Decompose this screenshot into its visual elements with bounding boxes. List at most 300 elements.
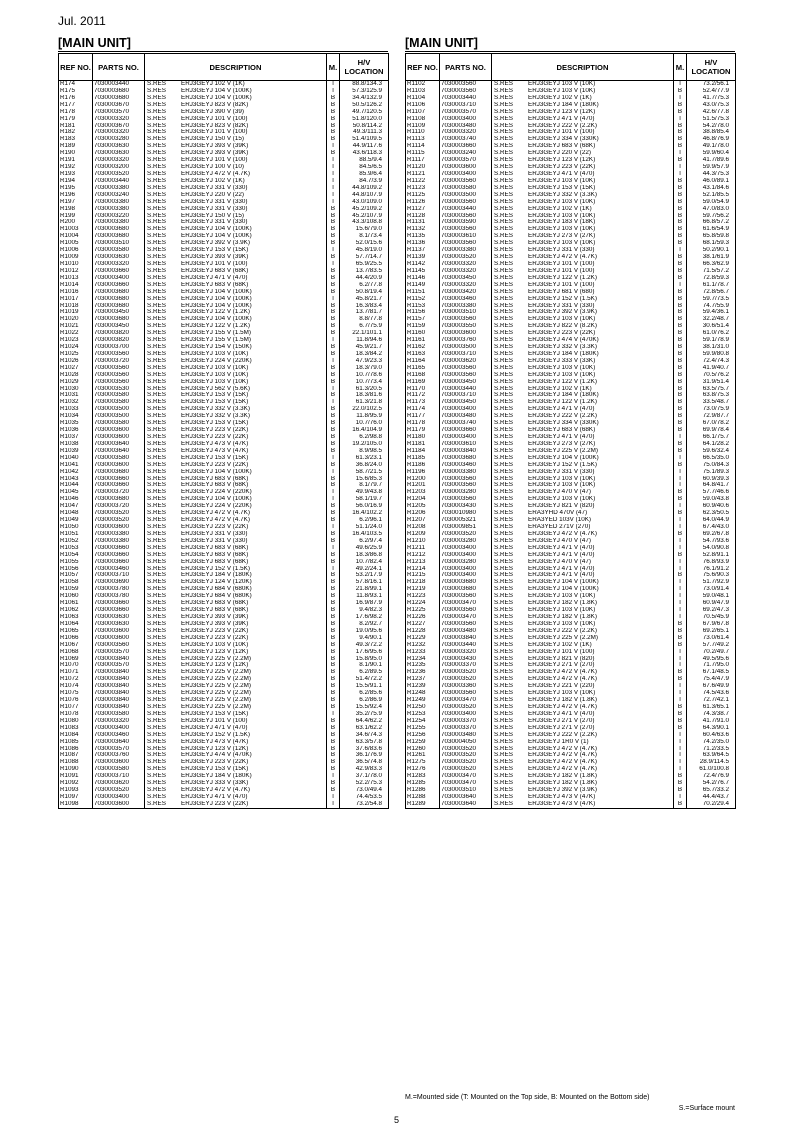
- parts-no-cell: 7030003630: [93, 254, 145, 261]
- table-row: [406, 489, 736, 496]
- mounted-side-cell: T: [327, 185, 340, 192]
- mounted-side-cell: B: [327, 759, 340, 766]
- location-cell: 51.4/72.2: [340, 676, 389, 683]
- description-cell: [145, 358, 327, 365]
- location-cell: 41.7/75.3: [687, 95, 736, 102]
- parts-no-cell: 7030003680: [93, 296, 145, 303]
- mounted-side-cell: B: [674, 676, 687, 683]
- description-cell: [492, 392, 674, 399]
- table-row: [59, 185, 389, 192]
- table-row: [59, 282, 389, 289]
- table-row: [59, 517, 389, 524]
- part-spec: ERJ3GEYJ 474 V (470K): [528, 337, 599, 344]
- ref-no-cell: R1173: [406, 399, 440, 406]
- table-row: [59, 801, 389, 808]
- mounted-side-cell: T: [674, 586, 687, 593]
- ref-no-cell: R1005: [59, 240, 93, 247]
- ref-no-cell: R1248: [406, 690, 440, 697]
- table-row: [406, 524, 736, 531]
- location-cell: 85.9/6.4: [340, 171, 389, 178]
- ref-no-cell: R1204: [406, 496, 440, 503]
- mounted-side-cell: B: [674, 448, 687, 455]
- description-cell: [492, 240, 674, 247]
- part-spec: ERJ3GEYJ 123 V (12K): [181, 745, 249, 752]
- mounted-side-cell: B: [674, 303, 687, 310]
- ref-no-cell: R1055: [59, 559, 93, 566]
- table-row: [59, 752, 389, 759]
- mounted-side-cell: T: [674, 656, 687, 663]
- parts-no-cell: 7030003560: [93, 642, 145, 649]
- mounted-side-cell: B: [327, 718, 340, 725]
- table-row: [406, 268, 736, 275]
- parts-no-cell: 7030003400: [93, 275, 145, 282]
- table-row: [406, 427, 736, 434]
- parts-no-cell: 7030003320: [440, 282, 492, 289]
- parts-no-cell: 7030003680: [93, 95, 145, 102]
- description-cell: [145, 448, 327, 455]
- part-type: S.RES: [147, 703, 166, 710]
- description-cell: [492, 81, 674, 88]
- ref-no-cell: R200: [59, 219, 93, 226]
- mounted-side-cell: T: [674, 607, 687, 614]
- mounted-side-cell: B: [674, 199, 687, 206]
- part-spec: ERJ3GEYJ 223 V (22K): [181, 524, 249, 530]
- part-spec: ERJ3GEYJ 152 V (1.5K): [528, 461, 597, 468]
- description-cell: [145, 233, 327, 240]
- description-cell: [492, 372, 674, 379]
- part-spec: ERJ3GEYJ 224 V (220K): [181, 357, 252, 364]
- mounted-side-cell: B: [327, 323, 340, 330]
- ref-no-cell: R1285: [406, 780, 440, 787]
- table-row: [59, 247, 389, 254]
- location-cell: 42.6/77.8: [687, 109, 736, 116]
- ref-no-cell: R1057: [59, 572, 93, 579]
- part-type: S.RES: [494, 364, 513, 371]
- location-cell: 75.1/89.3: [687, 469, 736, 476]
- location-cell: 73.0/61.4: [687, 635, 736, 642]
- part-spec: ERJ3GEYJ 152 V (1.5K): [181, 731, 250, 738]
- table-row: [406, 157, 736, 164]
- ref-no-cell: R1159: [406, 323, 440, 330]
- parts-no-cell: 7030003580: [440, 185, 492, 192]
- part-spec: ERJ3GEYJ 122 V (1.2K): [181, 309, 250, 316]
- part-spec: ERJ3GEYJ 124 V (120K): [181, 579, 252, 586]
- description-cell: [145, 766, 327, 773]
- mounted-side-cell: T: [327, 496, 340, 503]
- location-cell: 88.5/9.4: [340, 157, 389, 164]
- parts-no-cell: 7030003580: [93, 711, 145, 718]
- description-cell: [492, 143, 674, 150]
- part-type: S.RES: [494, 440, 513, 447]
- table-row: [406, 718, 736, 725]
- part-spec: ERJ3GEYJ 472 V (4.7K): [181, 517, 250, 524]
- ref-no-cell: R181: [59, 123, 93, 130]
- ref-no-cell: R1058: [59, 579, 93, 586]
- part-type: S.RES: [494, 793, 513, 800]
- description-cell: [145, 365, 327, 372]
- parts-no-cell: 7030003560: [440, 199, 492, 206]
- ref-no-cell: R1208: [406, 524, 440, 531]
- description-cell: [492, 150, 674, 157]
- location-cell: 46.0/89.1: [687, 178, 736, 185]
- mounted-side-cell: T: [674, 469, 687, 476]
- location-cell: 36.1/76.9: [340, 752, 389, 759]
- table-row: [406, 462, 736, 469]
- ref-no-cell: R1067: [59, 642, 93, 649]
- mounted-side-cell: B: [674, 129, 687, 136]
- description-cell: [145, 392, 327, 399]
- table-row: [59, 462, 389, 469]
- table-row: [406, 801, 736, 808]
- parts-no-cell: 7030003570: [93, 649, 145, 656]
- table-row: [406, 725, 736, 732]
- part-spec: ERJ3GEYJ 225 V (2.2M): [181, 703, 251, 710]
- part-spec: ERJ3GEYJ 821 V (820): [528, 655, 595, 662]
- location-cell: 54.2/76.7: [687, 780, 736, 787]
- part-spec: ERJ3GEYJ 104 V (100K): [181, 288, 252, 295]
- description-cell: [492, 219, 674, 226]
- table-row: [406, 344, 736, 351]
- ref-no-cell: R1106: [406, 102, 440, 109]
- table-row: [59, 746, 389, 753]
- part-spec: ERJ3GEYJ 472 V (4.7K): [528, 745, 597, 752]
- location-cell: 72.4/76.9: [687, 773, 736, 780]
- location-cell: 72.4/74.3: [687, 358, 736, 365]
- parts-no-cell: 7030003400: [93, 794, 145, 801]
- part-type: S.RES: [494, 323, 513, 330]
- description-cell: [145, 572, 327, 579]
- part-spec: ERJ3GEYJ 104 V (100K): [181, 226, 252, 233]
- parts-no-cell: 7030003320: [93, 157, 145, 164]
- mounted-side-cell: T: [674, 95, 687, 102]
- part-spec: ERJ3GEYJ 471 V (470): [528, 572, 595, 579]
- description-cell: [145, 704, 327, 711]
- mounted-side-cell: B: [674, 392, 687, 399]
- part-type: S.RES: [494, 247, 513, 254]
- parts-no-cell: 7030003200: [93, 164, 145, 171]
- parts-no-cell: 7030003370: [440, 718, 492, 725]
- location-cell: 64.1/28.2: [687, 441, 736, 448]
- location-cell: 64.4/62.2: [340, 718, 389, 725]
- part-type: S.RES: [147, 420, 166, 427]
- part-spec: ERJ3GEYJ 152 V (1.5K): [528, 295, 597, 302]
- location-cell: 16.9/87.9: [340, 600, 389, 607]
- location-cell: 69.2/67.8: [687, 531, 736, 538]
- part-spec: ERJ3GEYJ 103 V (10K): [528, 240, 596, 247]
- parts-no-cell: 7030003440: [93, 178, 145, 185]
- part-spec: ERJ3GEYJ 471 V (470): [528, 170, 595, 177]
- part-type: S.RES: [147, 406, 166, 413]
- part-spec: ERJ3GEYJ 153 V (15K): [528, 184, 596, 191]
- location-cell: 8.1/90.1: [340, 662, 389, 669]
- table-row: [406, 178, 736, 185]
- parts-no-cell: 7030003520: [440, 766, 492, 773]
- description-cell: [145, 732, 327, 739]
- part-type: S.RES: [494, 745, 513, 752]
- part-type: S.RES: [147, 323, 166, 330]
- ref-no-cell: R1253: [406, 711, 440, 718]
- location-cell: 49.3/72.2: [340, 642, 389, 649]
- mounted-side-cell: B: [327, 579, 340, 586]
- parts-no-cell: 7030003430: [440, 656, 492, 663]
- description-cell: [492, 600, 674, 607]
- parts-no-cell: 7030003520: [440, 704, 492, 711]
- table-row: [406, 766, 736, 773]
- ref-no-cell: R1069: [59, 656, 93, 663]
- parts-no-cell: 7030003520: [440, 746, 492, 753]
- ref-no-cell: R1021: [59, 323, 93, 330]
- parts-no-cell: 7030003570: [93, 662, 145, 669]
- ref-no-cell: R1205: [406, 503, 440, 510]
- parts-no-cell: 7030003460: [93, 732, 145, 739]
- mounted-side-cell: B: [674, 337, 687, 344]
- ref-no-cell: R1056: [59, 566, 93, 573]
- location-cell: 36.8/24.0: [340, 462, 389, 469]
- table-row: [406, 102, 736, 109]
- part-type: S.RES: [494, 475, 513, 482]
- location-cell: 16.4/102.2: [340, 510, 389, 517]
- mounted-side-cell: T: [674, 759, 687, 766]
- part-type: S.RES: [147, 690, 166, 697]
- description-cell: [492, 787, 674, 794]
- table-row: [59, 780, 389, 787]
- part-type: S.RES: [494, 191, 513, 198]
- description-cell: [492, 316, 674, 323]
- table-row: [406, 351, 736, 358]
- mounted-side-cell: T: [674, 476, 687, 483]
- ref-no-cell: R178: [59, 109, 93, 116]
- table-header-row: [59, 54, 389, 81]
- mounted-side-cell: T: [674, 503, 687, 510]
- description-cell: [492, 275, 674, 282]
- description-cell: [145, 178, 327, 185]
- part-spec: ERJ3GEYJ 273 V (27K): [528, 440, 596, 447]
- part-type: S.RES: [147, 344, 166, 351]
- parts-no-cell: 7030003400: [440, 434, 492, 441]
- part-spec: ERJ3GEYJ 184 V (180K): [528, 350, 599, 357]
- mounted-side-cell: T: [327, 157, 340, 164]
- ref-no-cell: R1239: [406, 683, 440, 690]
- col-header-ref: REF NO.: [59, 54, 93, 81]
- description-cell: [145, 150, 327, 157]
- location-cell: 15.6/85.3: [340, 476, 389, 483]
- parts-no-cell: 7030003560: [440, 690, 492, 697]
- location-cell: 6.2/77.8: [340, 282, 389, 289]
- location-cell: 59.7/56.2: [687, 213, 736, 220]
- description-cell: [492, 586, 674, 593]
- table-row: [406, 517, 736, 524]
- table-row: [406, 323, 736, 330]
- table-row: [59, 683, 389, 690]
- part-spec: ERJ3GEYJ 103 V (10K): [528, 198, 596, 205]
- table-row: [406, 732, 736, 739]
- table-row: [59, 503, 389, 510]
- description-cell: [145, 614, 327, 621]
- part-type: S.RES: [147, 586, 166, 593]
- ref-no-cell: R1029: [59, 379, 93, 386]
- parts-no-cell: 7030003660: [93, 600, 145, 607]
- location-cell: 65.9/25.5: [340, 261, 389, 268]
- table-row: [59, 379, 389, 386]
- mounted-side-cell: B: [674, 157, 687, 164]
- description-cell: [492, 635, 674, 642]
- table-row: [406, 628, 736, 635]
- parts-no-cell: 7030003560: [440, 496, 492, 503]
- table-row: [406, 739, 736, 746]
- location-cell: 66.1/75.7: [687, 434, 736, 441]
- part-type: S.RES: [147, 544, 166, 551]
- table-row: [59, 441, 389, 448]
- description-cell: [145, 254, 327, 261]
- parts-no-cell: 7030003570: [93, 109, 145, 116]
- parts-no-cell: 7030003220: [93, 213, 145, 220]
- description-cell: [492, 614, 674, 621]
- table-row: [406, 649, 736, 656]
- part-spec: ERJ3GEYJ 153 V (15K): [181, 247, 249, 254]
- ref-no-cell: R1289: [406, 801, 440, 808]
- part-spec: ERJ3GEYJ 122 V (1.2K): [528, 378, 597, 385]
- part-spec: ERJ3GEYJ 184 V (180K): [181, 572, 252, 579]
- mounted-side-cell: B: [327, 746, 340, 753]
- description-cell: [145, 275, 327, 282]
- parts-no-cell: 7030003670: [93, 102, 145, 109]
- part-type: S.RES: [494, 773, 513, 780]
- ref-no-cell: R1059: [59, 586, 93, 593]
- part-spec: ERJ3GEYJ 153 V (15K): [181, 392, 249, 399]
- ref-no-cell: R1076: [59, 697, 93, 704]
- mounted-side-cell: T: [327, 261, 340, 268]
- parts-no-cell: 7030003660: [93, 607, 145, 614]
- parts-no-cell: 7030003400: [440, 406, 492, 413]
- description-cell: [145, 309, 327, 316]
- mounted-side-cell: B: [327, 732, 340, 739]
- location-cell: 73.2/56.1: [687, 81, 736, 88]
- parts-no-cell: 7030003600: [93, 759, 145, 766]
- mounted-side-cell: B: [674, 192, 687, 199]
- mounted-side-cell: B: [674, 275, 687, 282]
- location-cell: 63.5/75.7: [687, 386, 736, 393]
- part-spec: ERJ3GEYJ 683 V (68K): [181, 544, 249, 551]
- part-spec: ERJ3GEYJ 471 V (470): [528, 544, 595, 551]
- ref-no-cell: R1226: [406, 614, 440, 621]
- mounted-side-cell: B: [674, 704, 687, 711]
- parts-no-cell: 7030003520: [440, 676, 492, 683]
- ref-no-cell: R1174: [406, 406, 440, 413]
- part-type: S.RES: [494, 648, 513, 655]
- ref-no-cell: R1026: [59, 358, 93, 365]
- mounted-side-cell: B: [327, 254, 340, 261]
- document-date: Jul. 2011: [58, 14, 106, 28]
- location-cell: 59.6/32.4: [687, 448, 736, 455]
- page-number: 5: [393, 1115, 399, 1125]
- part-type: S.RES: [147, 475, 166, 482]
- ref-no-cell: R1117: [406, 157, 440, 164]
- part-spec: ERJ3GEYJ 331 V (330): [181, 219, 248, 226]
- parts-no-cell: 7030003710: [440, 351, 492, 358]
- parts-no-cell: 7030003600: [93, 801, 145, 808]
- mounted-side-cell: B: [674, 289, 687, 296]
- part-spec: ERJ3GEYJ 103 V (10K): [528, 475, 596, 482]
- ref-no-cell: R1037: [59, 434, 93, 441]
- parts-no-cell: 7030003500: [440, 192, 492, 199]
- part-type: S.RES: [147, 434, 166, 441]
- mounted-side-cell: T: [674, 697, 687, 704]
- location-cell: 54.7/93.6: [687, 538, 736, 545]
- ref-no-cell: R189: [59, 143, 93, 150]
- parts-no-cell: 7030003430: [440, 503, 492, 510]
- location-cell: 8.9/98.5: [340, 448, 389, 455]
- parts-no-cell: 7030003560: [93, 372, 145, 379]
- table-row: [59, 275, 389, 282]
- description-cell: [145, 406, 327, 413]
- mounted-side-cell: B: [674, 178, 687, 185]
- ref-no-cell: R1211: [406, 545, 440, 552]
- description-cell: [492, 136, 674, 143]
- location-cell: 16.4/103.5: [340, 531, 389, 538]
- table-row: [59, 150, 389, 157]
- ref-no-cell: R1186: [406, 462, 440, 469]
- parts-no-cell: 7030003240: [440, 150, 492, 157]
- part-type: S.RES: [494, 240, 513, 247]
- parts-no-cell: 7030003630: [93, 621, 145, 628]
- location-cell: 71.7/95.0: [687, 662, 736, 669]
- part-type: S.RES: [147, 468, 166, 475]
- mounted-side-cell: B: [327, 662, 340, 669]
- ref-no-cell: R1288: [406, 794, 440, 801]
- ref-no-cell: R1077: [59, 704, 93, 711]
- parts-no-cell: 7030003520: [440, 669, 492, 676]
- ref-no-cell: R1206: [406, 510, 440, 517]
- parts-no-cell: 7030003840: [93, 683, 145, 690]
- part-spec: ERJ3GEYJ 153 V (15K): [181, 710, 249, 717]
- location-cell: 50.8/114.2: [340, 123, 389, 130]
- part-spec: ERJ3GEYJ 103 V (10K): [528, 690, 596, 697]
- table-row: [59, 718, 389, 725]
- table-row: [406, 254, 736, 261]
- ref-no-cell: R1120: [406, 164, 440, 171]
- part-type: S.RES: [494, 489, 513, 496]
- description-cell: [145, 538, 327, 545]
- table-row: [406, 503, 736, 510]
- ref-no-cell: R1219: [406, 586, 440, 593]
- part-type: S.RES: [494, 461, 513, 468]
- description-cell: [492, 406, 674, 413]
- mounted-side-cell: B: [327, 351, 340, 358]
- ref-no-cell: R1040: [59, 455, 93, 462]
- ref-no-cell: R1027: [59, 365, 93, 372]
- description-cell: [145, 379, 327, 386]
- location-cell: 49.2/24.1: [340, 566, 389, 573]
- part-type: S.RES: [494, 170, 513, 177]
- part-spec: ERJ3GEYJ 472 V (4.7K): [528, 752, 597, 759]
- part-type: S.RES: [147, 260, 166, 267]
- table-row: [59, 358, 389, 365]
- location-cell: 44.9/117.6: [340, 143, 389, 150]
- parts-no-cell: 7030003480: [440, 732, 492, 739]
- location-cell: 56.0/16.9: [340, 503, 389, 510]
- description-cell: [492, 669, 674, 676]
- parts-no-cell: 7030003700: [93, 344, 145, 351]
- table-row: [59, 303, 389, 310]
- location-cell: 69.9/78.4: [687, 427, 736, 434]
- parts-no-cell: 7030003660: [93, 476, 145, 483]
- mounted-side-cell: T: [674, 482, 687, 489]
- mounted-side-cell: B: [327, 559, 340, 566]
- description-cell: [492, 538, 674, 545]
- table-row: [59, 261, 389, 268]
- mounted-side-cell: B: [327, 316, 340, 323]
- parts-no-cell: 7030003320: [440, 268, 492, 275]
